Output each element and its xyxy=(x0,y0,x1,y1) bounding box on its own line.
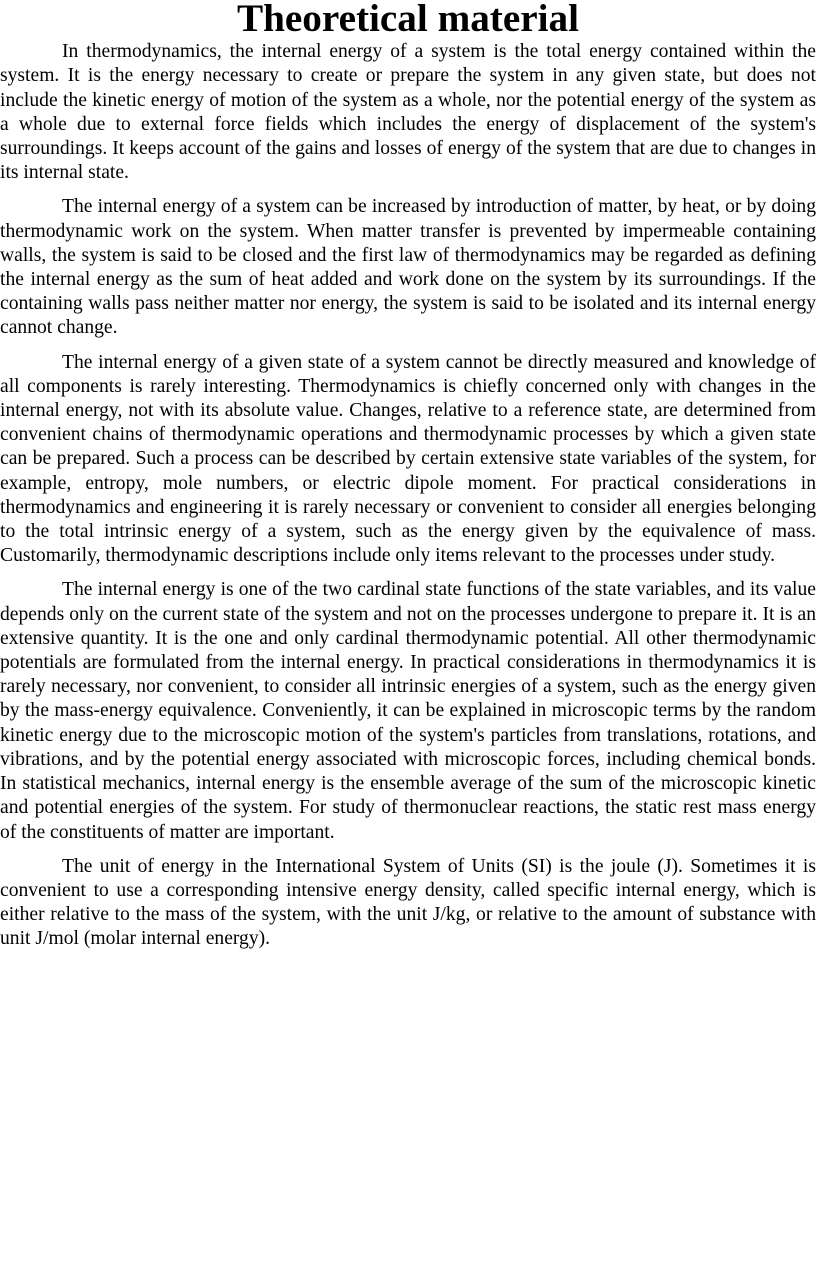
paragraph-3: The internal energy of a given state of a system cannot be directly measured and knowledge of all components is rarely interesting. Thermodynamics is chiefly concerned only with changes in the internal energy, not with its absolute value. Changes, relative to a reference state, are determined from convenient chains of thermodynamic operations and thermodynamic processes by which a given state can be prepared. Such a process can be described by certain extensive state variables of the system, for example, entropy, mole numbers, or electric dipole moment. For practical considerations in thermodynamics and engineering it is rarely necessary or convenient to consider all energies belonging to the total intrinsic energy of a system, such as the energy given by the equivalence of mass. Customarily, thermodynamic descriptions include only items relevant to the processes under study. xyxy=(0,351,816,567)
page-title: Theoretical material xyxy=(236,0,580,40)
paragraph-4: The internal energy is one of the two cardinal state functions of the state variables, and its value depends only on the current state of the system and not on the processes undergone to prepare it. It is an extensive quantity. It is the one and only cardinal thermodynamic potential. All other thermodynamic potentials are formulated from the internal energy. In practical considerations in thermodynamics it is rarely necessary, nor convenient, to consider all intrinsic energies of a system, such as the energy given by the mass-energy equivalence. Conveniently, it can be explained in microscopic terms by the random kinetic energy due to the microscopic motion of the system's particles from translations, rotations, and vibrations, and by the potential energy associated with microscopic forces, including chemical bonds. In statistical mechanics, internal energy is the ensemble average of the sum of the microscopic kinetic and potential energies of the system. For study of thermonuclear reactions, the static rest mass energy of the constituents of matter are important. xyxy=(0,579,816,843)
paragraph-5: The unit of energy in the International System of Units (SI) is the joule (J). Sometimes it is convenient to use a corresponding intensive energy density, called specific internal energy, which is either relative to the mass of the system, with the unit J/kg, or relative to the amount of substance with unit J/mol (molar internal energy). xyxy=(0,855,816,950)
paragraph-1: In thermodynamics, the internal energy of a system is the total energy contained within the system. It is the energy necessary to create or prepare the system in any given state, but does not include the kinetic energy of motion of the system as a whole, nor the potential energy of the system as a whole due to external force fields which includes the energy of displacement of the system's surroundings. It keeps account of the gains and losses of energy of the system that are due to changes in its internal state. xyxy=(0,41,816,184)
paragraph-2: The internal energy of a system can be increased by introduction of matter, by heat, or by doing thermodynamic work on the system. When matter transfer is prevented by impermeable containing walls, the system is said to be closed and the first law of thermodynamics may be regarded as defining the internal energy as the sum of heat added and work done on the system by its surroundings. If the containing walls pass neither matter nor energy, the system is said to be isolated and its internal energy cannot change. xyxy=(0,196,816,339)
